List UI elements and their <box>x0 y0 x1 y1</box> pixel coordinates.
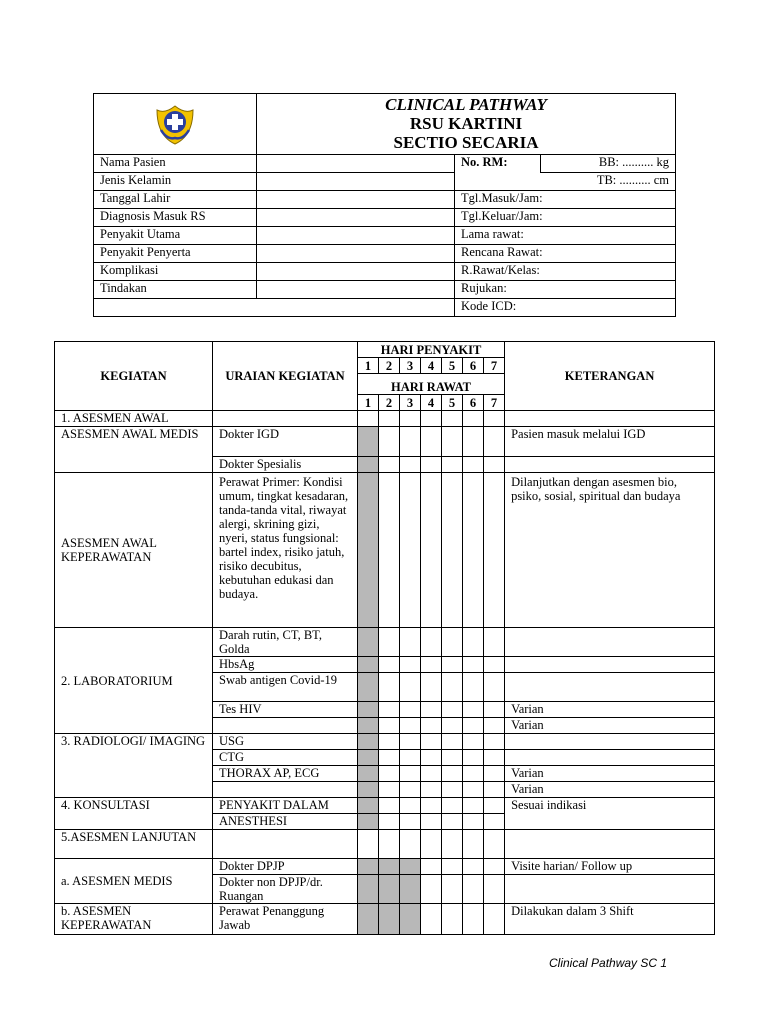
page-footer: Clinical Pathway SC 1 <box>549 956 668 970</box>
field-label: Kode ICD: <box>455 299 676 317</box>
keterangan-cell: Visite harian/ Follow up <box>505 859 715 875</box>
field-label: Rencana Rawat: <box>455 245 676 263</box>
day-cell[interactable] <box>484 798 505 814</box>
day-cell[interactable] <box>421 673 442 702</box>
day-cell[interactable] <box>484 766 505 782</box>
day-cell[interactable] <box>421 702 442 718</box>
day-cell[interactable] <box>463 411 484 427</box>
day-cell-shaded[interactable] <box>379 904 400 935</box>
keterangan-cell <box>505 457 715 473</box>
day-cell[interactable] <box>463 904 484 935</box>
day-cell[interactable] <box>442 673 463 702</box>
field-value[interactable] <box>257 209 455 227</box>
day-cell-shaded[interactable] <box>400 859 421 875</box>
day-cell[interactable] <box>484 875 505 904</box>
section-label: 5.ASESMEN LANJUTAN <box>55 830 213 859</box>
uraian-cell: Dokter IGD <box>213 427 358 457</box>
field-label: Nama Pasien <box>94 155 257 173</box>
day-cell[interactable] <box>421 766 442 782</box>
keterangan-cell: Pasien masuk melalui IGD <box>505 427 715 457</box>
uraian-cell: ANESTHESI <box>213 814 358 830</box>
day-cell[interactable] <box>463 628 484 657</box>
day-cell[interactable] <box>400 657 421 673</box>
keterangan-cell <box>505 734 715 750</box>
day-cell[interactable] <box>421 427 442 457</box>
day-cell[interactable] <box>463 766 484 782</box>
day-number: 6 <box>463 358 484 374</box>
day-cell-shaded[interactable] <box>400 875 421 904</box>
title-cell <box>257 94 676 155</box>
day-cell[interactable] <box>484 702 505 718</box>
day-cell-shaded[interactable] <box>358 457 379 473</box>
field-value[interactable] <box>94 299 455 317</box>
hospital-logo-icon <box>151 100 199 146</box>
day-cell[interactable] <box>442 750 463 766</box>
uraian-cell: Perawat Penanggung Jawab <box>213 904 358 935</box>
uraian-cell <box>213 782 358 798</box>
uraian-cell: HbsAg <box>213 657 358 673</box>
day-cell-shaded[interactable] <box>358 750 379 766</box>
day-cell[interactable] <box>400 750 421 766</box>
col-keterangan: KETERANGAN <box>505 342 715 411</box>
field-label: Jenis Kelamin <box>94 173 257 191</box>
day-cell-shaded[interactable] <box>358 657 379 673</box>
day-cell[interactable] <box>400 457 421 473</box>
day-cell[interactable] <box>442 782 463 798</box>
day-cell[interactable] <box>442 457 463 473</box>
day-number: 7 <box>484 395 505 411</box>
day-cell[interactable] <box>442 657 463 673</box>
pathway-table <box>54 341 715 935</box>
day-cell[interactable] <box>379 473 400 628</box>
keterangan-cell: Varian <box>505 766 715 782</box>
day-cell[interactable] <box>421 473 442 628</box>
day-cell[interactable] <box>379 628 400 657</box>
day-cell[interactable] <box>379 718 400 734</box>
day-cell[interactable] <box>463 859 484 875</box>
day-cell-shaded[interactable] <box>358 859 379 875</box>
day-cell[interactable] <box>421 750 442 766</box>
day-cell[interactable] <box>421 457 442 473</box>
field-value[interactable] <box>257 227 455 245</box>
uraian-cell <box>213 718 358 734</box>
field-label: TB: .......... cm <box>541 173 676 191</box>
day-cell[interactable] <box>463 702 484 718</box>
keterangan-cell <box>505 830 715 859</box>
section-label: 2. LABORATORIUM <box>55 628 213 734</box>
section-label: 4. KONSULTASI <box>55 798 213 830</box>
day-cell[interactable] <box>400 734 421 750</box>
day-cell[interactable] <box>379 457 400 473</box>
day-cell[interactable] <box>484 904 505 935</box>
day-number: 5 <box>442 395 463 411</box>
day-cell-shaded[interactable] <box>358 718 379 734</box>
day-cell-shaded[interactable] <box>358 734 379 750</box>
day-cell[interactable] <box>463 718 484 734</box>
day-cell[interactable] <box>463 814 484 830</box>
day-cell[interactable] <box>379 798 400 814</box>
uraian-cell: PENYAKIT DALAM <box>213 798 358 814</box>
day-cell[interactable] <box>484 750 505 766</box>
day-cell[interactable] <box>379 427 400 457</box>
day-cell[interactable] <box>442 411 463 427</box>
day-cell[interactable] <box>379 750 400 766</box>
day-cell[interactable] <box>400 830 421 859</box>
keterangan-cell: Varian <box>505 782 715 798</box>
day-cell[interactable] <box>442 859 463 875</box>
day-cell[interactable] <box>463 750 484 766</box>
day-cell-shaded[interactable] <box>358 473 379 628</box>
day-cell[interactable] <box>400 782 421 798</box>
day-cell-shaded[interactable] <box>358 673 379 702</box>
day-cell[interactable] <box>442 814 463 830</box>
field-label: Komplikasi <box>94 263 257 281</box>
day-cell[interactable] <box>484 473 505 628</box>
day-cell[interactable] <box>463 782 484 798</box>
keterangan-cell: Sesuai indikasi <box>505 798 715 830</box>
day-cell[interactable] <box>421 875 442 904</box>
day-cell[interactable] <box>442 628 463 657</box>
day-cell[interactable] <box>463 734 484 750</box>
day-cell[interactable] <box>442 427 463 457</box>
day-cell-shaded[interactable] <box>358 798 379 814</box>
field-label: Rujukan: <box>455 281 676 299</box>
day-cell[interactable] <box>400 702 421 718</box>
field-value[interactable] <box>455 173 541 191</box>
day-cell[interactable] <box>484 859 505 875</box>
day-cell[interactable] <box>379 702 400 718</box>
uraian-cell: Darah rutin, CT, BT, Golda <box>213 628 358 657</box>
day-cell[interactable] <box>400 427 421 457</box>
doc-title: CLINICAL PATHWAY <box>385 95 547 114</box>
day-cell[interactable] <box>442 473 463 628</box>
col-hari-rawat: HARI RAWAT <box>358 374 505 395</box>
day-number: 2 <box>379 395 400 411</box>
day-cell[interactable] <box>379 782 400 798</box>
day-cell[interactable] <box>379 411 400 427</box>
keterangan-cell: Varian <box>505 718 715 734</box>
keterangan-cell <box>505 673 715 702</box>
day-number: 3 <box>400 395 421 411</box>
uraian-cell <box>213 411 358 427</box>
day-cell[interactable] <box>484 427 505 457</box>
field-label: Tanggal Lahir <box>94 191 257 209</box>
day-number: 6 <box>463 395 484 411</box>
day-cell[interactable] <box>484 457 505 473</box>
day-cell[interactable] <box>379 734 400 750</box>
day-cell[interactable] <box>442 718 463 734</box>
day-cell[interactable] <box>442 904 463 935</box>
day-cell[interactable] <box>484 673 505 702</box>
keterangan-cell <box>505 750 715 766</box>
day-cell[interactable] <box>421 904 442 935</box>
day-number: 1 <box>358 358 379 374</box>
kegiatan-label: a. ASESMEN MEDIS <box>55 859 213 904</box>
col-uraian: URAIAN KEGIATAN <box>213 342 358 411</box>
day-cell[interactable] <box>484 628 505 657</box>
field-value[interactable] <box>257 155 455 173</box>
uraian-cell: Dokter non DPJP/dr. Ruangan <box>213 875 358 904</box>
uraian-cell: Tes HIV <box>213 702 358 718</box>
day-cell[interactable] <box>421 782 442 798</box>
day-cell[interactable] <box>400 673 421 702</box>
keterangan-cell: Dilanjutkan dengan asesmen bio, psiko, sosial, spiritual dan budaya <box>505 473 715 628</box>
uraian-cell <box>213 830 358 859</box>
day-cell[interactable] <box>421 859 442 875</box>
day-cell[interactable] <box>442 875 463 904</box>
kegiatan-label: ASESMEN AWAL KEPERAWATAN <box>55 473 213 628</box>
keterangan-cell <box>505 628 715 657</box>
day-cell[interactable] <box>379 657 400 673</box>
day-cell[interactable] <box>463 830 484 859</box>
day-cell[interactable] <box>484 734 505 750</box>
field-label: BB: .......... kg <box>541 155 676 173</box>
day-cell[interactable] <box>358 830 379 859</box>
day-cell[interactable] <box>358 411 379 427</box>
day-cell[interactable] <box>400 766 421 782</box>
logo-cell <box>94 94 257 155</box>
uraian-cell: USG <box>213 734 358 750</box>
day-cell[interactable] <box>442 830 463 859</box>
field-label: No. RM: <box>455 155 541 173</box>
day-cell[interactable] <box>484 411 505 427</box>
day-cell[interactable] <box>442 734 463 750</box>
day-cell-shaded[interactable] <box>358 766 379 782</box>
day-cell[interactable] <box>463 875 484 904</box>
keterangan-cell <box>505 875 715 904</box>
day-cell[interactable] <box>484 782 505 798</box>
uraian-cell: Dokter DPJP <box>213 859 358 875</box>
day-cell-shaded[interactable] <box>358 702 379 718</box>
keterangan-cell <box>505 657 715 673</box>
section-label: 1. ASESMEN AWAL <box>55 411 213 427</box>
day-cell[interactable] <box>442 702 463 718</box>
day-cell[interactable] <box>400 718 421 734</box>
day-cell[interactable] <box>463 673 484 702</box>
day-cell[interactable] <box>400 473 421 628</box>
day-cell[interactable] <box>484 657 505 673</box>
day-cell[interactable] <box>379 673 400 702</box>
day-cell[interactable] <box>379 814 400 830</box>
day-number: 3 <box>400 358 421 374</box>
day-cell[interactable] <box>421 830 442 859</box>
day-cell[interactable] <box>442 798 463 814</box>
procedure-name: SECTIO SECARIA <box>393 133 539 152</box>
day-cell[interactable] <box>463 657 484 673</box>
day-cell-shaded[interactable] <box>358 814 379 830</box>
keterangan-cell <box>505 411 715 427</box>
day-cell[interactable] <box>421 411 442 427</box>
day-cell[interactable] <box>484 718 505 734</box>
day-cell-shaded[interactable] <box>379 875 400 904</box>
uraian-cell: Swab antigen Covid-19 <box>213 673 358 702</box>
field-label: Penyakit Penyerta <box>94 245 257 263</box>
day-number: 7 <box>484 358 505 374</box>
keterangan-cell: Dilakukan dalam 3 Shift <box>505 904 715 935</box>
section-label: 3. RADIOLOGI/ IMAGING <box>55 734 213 798</box>
day-cell-shaded[interactable] <box>358 904 379 935</box>
field-value[interactable] <box>257 245 455 263</box>
field-label: R.Rawat/Kelas: <box>455 263 676 281</box>
day-cell-shaded[interactable] <box>358 782 379 798</box>
col-hari-penyakit: HARI PENYAKIT <box>358 342 505 358</box>
hospital-name: RSU KARTINI <box>409 114 523 133</box>
day-cell[interactable] <box>421 814 442 830</box>
day-cell[interactable] <box>421 657 442 673</box>
uraian-cell: Perawat Primer: Kondisi umum, tingkat kesadaran, tanda-tanda vital, riwayat alergi, skrining gizi, nyeri, status fungsional: bartel index, risiko jatuh, risiko decubitus, kebutuhan edukasi dan budaya. <box>213 473 358 628</box>
day-cell[interactable] <box>484 814 505 830</box>
day-number: 4 <box>421 395 442 411</box>
day-cell[interactable] <box>421 718 442 734</box>
day-cell[interactable] <box>463 798 484 814</box>
field-value[interactable] <box>257 263 455 281</box>
day-cell-shaded[interactable] <box>400 904 421 935</box>
patient-info-table <box>93 93 676 317</box>
uraian-cell: Dokter Spesialis <box>213 457 358 473</box>
field-label: Penyakit Utama <box>94 227 257 245</box>
field-label: Tgl.Masuk/Jam: <box>455 191 676 209</box>
col-kegiatan: KEGIATAN <box>55 342 213 411</box>
day-cell[interactable] <box>484 830 505 859</box>
day-cell[interactable] <box>379 766 400 782</box>
day-number: 5 <box>442 358 463 374</box>
day-cell[interactable] <box>400 628 421 657</box>
day-cell-shaded[interactable] <box>358 875 379 904</box>
day-cell-shaded[interactable] <box>358 427 379 457</box>
day-cell[interactable] <box>421 734 442 750</box>
kegiatan-label: b. ASESMEN KEPERAWATAN <box>55 904 213 935</box>
field-value[interactable] <box>257 191 455 209</box>
day-cell-shaded[interactable] <box>379 859 400 875</box>
day-cell[interactable] <box>421 798 442 814</box>
day-number: 4 <box>421 358 442 374</box>
day-number: 2 <box>379 358 400 374</box>
day-cell[interactable] <box>400 798 421 814</box>
day-cell[interactable] <box>463 457 484 473</box>
kegiatan-label: ASESMEN AWAL MEDIS <box>55 427 213 473</box>
field-label: Tindakan <box>94 281 257 299</box>
day-cell[interactable] <box>379 830 400 859</box>
day-cell-shaded[interactable] <box>358 628 379 657</box>
keterangan-cell: Varian <box>505 702 715 718</box>
day-cell[interactable] <box>463 427 484 457</box>
day-number: 1 <box>358 395 379 411</box>
field-label: Lama rawat: <box>455 227 676 245</box>
day-cell[interactable] <box>421 628 442 657</box>
day-cell[interactable] <box>442 766 463 782</box>
uraian-cell: CTG <box>213 750 358 766</box>
day-cell[interactable] <box>400 814 421 830</box>
uraian-cell: THORAX AP, ECG <box>213 766 358 782</box>
field-label: Tgl.Keluar/Jam: <box>455 209 676 227</box>
field-label: Diagnosis Masuk RS <box>94 209 257 227</box>
field-value[interactable] <box>257 281 455 299</box>
field-value[interactable] <box>257 173 455 191</box>
day-cell[interactable] <box>463 473 484 628</box>
day-cell[interactable] <box>400 411 421 427</box>
